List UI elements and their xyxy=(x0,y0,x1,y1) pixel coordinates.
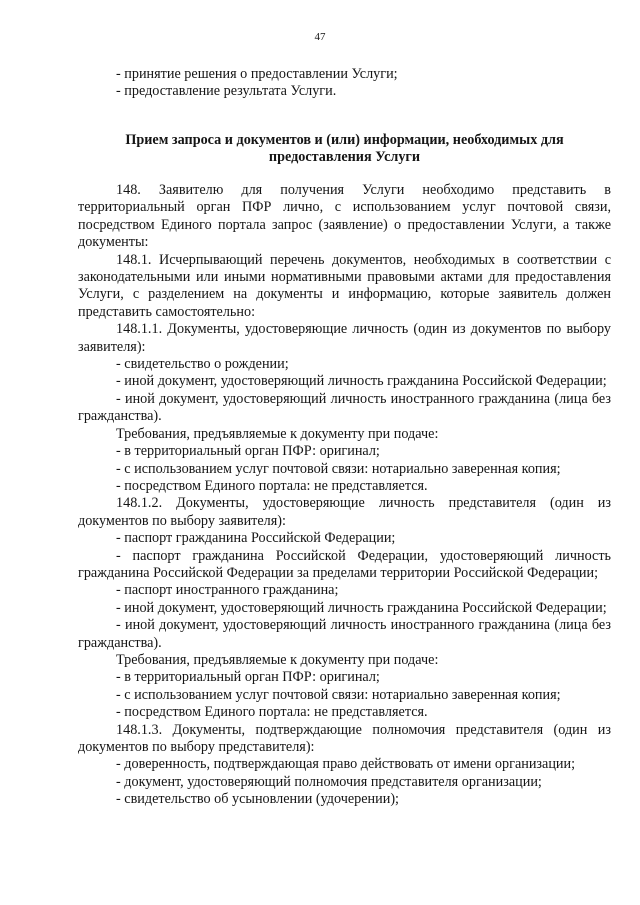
document-body xyxy=(78,66,611,809)
list-item: - предоставление результата Услуги. xyxy=(116,83,337,100)
list-item: - свидетельство об усыновлении (удочерении); xyxy=(116,791,399,808)
requirements-title: Требования, предъявляемые к документу при подаче: xyxy=(116,425,439,442)
list-item: - свидетельство о рождении; xyxy=(116,356,289,373)
list-item: - принятие решения о предоставлении Услуги; xyxy=(116,66,398,82)
paragraph-148-1-1: 148.1.1. Документы, удостоверяющие личность (один из документов по выбору заявителя): xyxy=(78,321,611,355)
paragraph-148-1-2: 148.1.2. Документы, удостоверяющие личность представителя (один из документов по выбору заявителя): xyxy=(78,495,611,529)
list-item: - в территориальный орган ПФР: оригинал; xyxy=(116,443,380,460)
list-item: - посредством Единого портала: не представляется. xyxy=(116,704,428,721)
list-item: - в территориальный орган ПФР: оригинал; xyxy=(116,669,380,686)
list-item: - паспорт гражданина Российской Федерации; xyxy=(116,530,396,547)
list-item: - иной документ, удостоверяющий личность гражданина Российской Федерации; xyxy=(116,373,607,390)
list-item: - иной документ, удостоверяющий личность иностранного гражданина (лица без гражданства). xyxy=(78,390,611,425)
list-item: - с использованием услуг почтовой связи: нотариально заверенная копия; xyxy=(116,686,561,703)
list-item: - паспорт иностранного гражданина; xyxy=(116,582,339,599)
list-item: - иной документ, удостоверяющий личность иностранного гражданина (лица без гражданства). xyxy=(78,617,611,651)
list-item: - паспорт гражданина Российской Федерации, удостоверяющий личность гражданина Российской Федерации за пределами территории Российской Федерации; xyxy=(78,547,611,581)
list-item: - доверенность, подтверждающая право действовать от имени организации; xyxy=(116,756,576,773)
list-item: - документ, удостоверяющий полномочия представителя организации; xyxy=(116,773,542,790)
requirements-title: Требования, предъявляемые к документу при подаче: xyxy=(116,651,439,668)
paragraph-148-1-3: 148.1.3. Документы, подтверждающие полномочия представителя (один из документов по выбору представителя): xyxy=(78,721,611,755)
paragraph-148: 148. Заявителю для получения Услуги необходимо представить в территориальный орган ПФР лично, с использованием услуг почтовой связи, посредством Единого портала запрос (заявление) о предоставлении Услуги, а также документы: xyxy=(78,182,611,251)
list-item: - посредством Единого портала: не представляется. xyxy=(116,477,428,494)
paragraph-148-1: 148.1. Исчерпывающий перечень документов, необходимых в соответствии с законодательными или иными нормативными правовыми актами для предоставления Услуги, с разделением на документы и информацию, которые заявитель должен представить самостоятельно: xyxy=(78,251,611,320)
list-item: - иной документ, удостоверяющий личность гражданина Российской Федерации; xyxy=(116,599,607,616)
page-number: 47 xyxy=(314,31,326,43)
section-heading: Прием запроса и документов и (или) информации, необходимых для предоставления Услуги xyxy=(125,131,564,166)
list-item: - с использованием услуг почтовой связи: нотариально заверенная копия; xyxy=(116,460,561,477)
